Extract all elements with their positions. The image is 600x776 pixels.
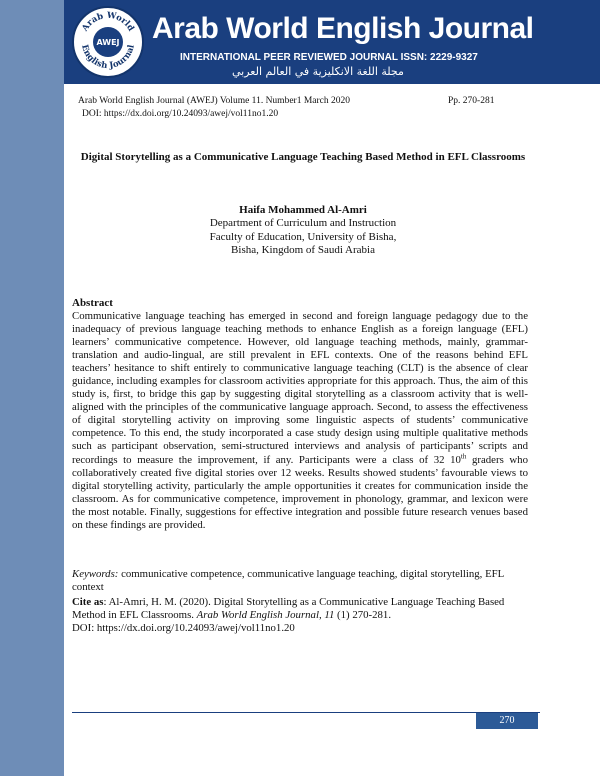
affiliation-department: Department of Curriculum and Instruction	[209, 217, 397, 230]
journal-logo	[72, 6, 144, 78]
journal-arabic-title: مجلة اللغة الانكليزية في العالم العربي	[232, 65, 404, 78]
page-number: 270	[476, 713, 538, 729]
journal-subtitle: INTERNATIONAL PEER REVIEWED JOURNAL ISSN: 2229-9327	[180, 52, 478, 63]
abstract-body	[72, 310, 528, 532]
cite-as-block	[72, 596, 528, 635]
affiliation-faculty: Faculty of Education, University of Bisha,	[209, 230, 397, 243]
citation-doi[interactable]: DOI: https://dx.doi.org/10.24093/awej/vol11no1.20	[82, 109, 279, 119]
keywords-label: Keywords:	[72, 568, 119, 580]
logo-abbrev: AWEJ	[96, 38, 120, 47]
journal-title: Arab World English Journal	[152, 12, 534, 45]
cite-as-journal: Arab World English Journal, 11	[196, 609, 335, 621]
author-name: Haifa Mohammed Al-Amri	[239, 204, 367, 216]
side-stripe	[0, 0, 64, 776]
svg-text:English Journal: English Journal	[79, 43, 137, 72]
abstract-heading: Abstract	[72, 297, 113, 309]
keywords-text: communicative competence, communicative language teaching, digital storytelling, EFL context	[72, 568, 504, 593]
abstract-text-part-2: graders who collaboratively created five digital stories over 12 weeks. Results showed students’ favourable views to digital storytelling activity, particularly the ample opportunities it creates for communication inside the classroom. As for communicative competence, improvement in phonology, grammar, and lexicon were the most notable. Finally, suggestions for effective integration and possible future research venues based on these findings are provided.	[72, 453, 528, 531]
ordinal-superscript: th	[460, 451, 467, 460]
svg-text:Arab World: Arab World	[80, 10, 136, 34]
cite-as-reference	[72, 596, 528, 622]
footer-rule	[72, 712, 540, 713]
citation-journal-line: Arab World English Journal (AWEJ) Volume 11. Number1 March 2020	[78, 96, 350, 106]
cite-as-label: Cite as	[72, 596, 104, 608]
keywords	[72, 568, 528, 594]
cite-as-text-1: : Al-Amri, H. M. (2020). Digital Storytelling as a Communicative Language Teaching Based Method in EFL Classrooms.	[72, 596, 505, 621]
cite-as-doi[interactable]: DOI: https://dx.doi.org/10.24093/awej/vol11no1.20	[72, 622, 295, 634]
affiliation-location: Bisha, Kingdom of Saudi Arabia	[231, 244, 375, 257]
author-block	[80, 204, 526, 258]
abstract-text-part-1: Communicative language teaching has emerged in second and foreign language pedagogy due to the inadequacy of previous language teaching methods to enhance English as a foreign language (EFL) learners’ communicative competence. However, old language teaching methods, mainly, grammar-translation and audio-lingual, are still prevalent in EFL contexts. One of the reasons behind EFL teachers’ hesitance to shift entirely to communicative language teaching (CLT) is the absence of clear guidance, including examples for classroom activities appropriate for this approach. Thus, the aim of this study is, first, to bridge this gap by suggesting digital storytelling as a classroom activity that is well-aligned with the principles of the communicative language approach. Second, to assess the effectiveness of digital storytelling activity on improving some linguistic aspects of students’ communicative competence. To this end, the study incorporated a case study design using multiple qualitative methods such as participant observation, semi-structured interviews and analysis of participants’ scripts and recordings to measure the improvement, if any. Participants were a class of 32 10	[72, 310, 528, 466]
citation-pages: Pp. 270-281	[448, 96, 495, 106]
paper-title: Digital Storytelling as a Communicative Language Teaching Based Method in EFL Classrooms	[80, 151, 526, 163]
cite-as-text-2: (1) 270-281.	[334, 609, 392, 621]
